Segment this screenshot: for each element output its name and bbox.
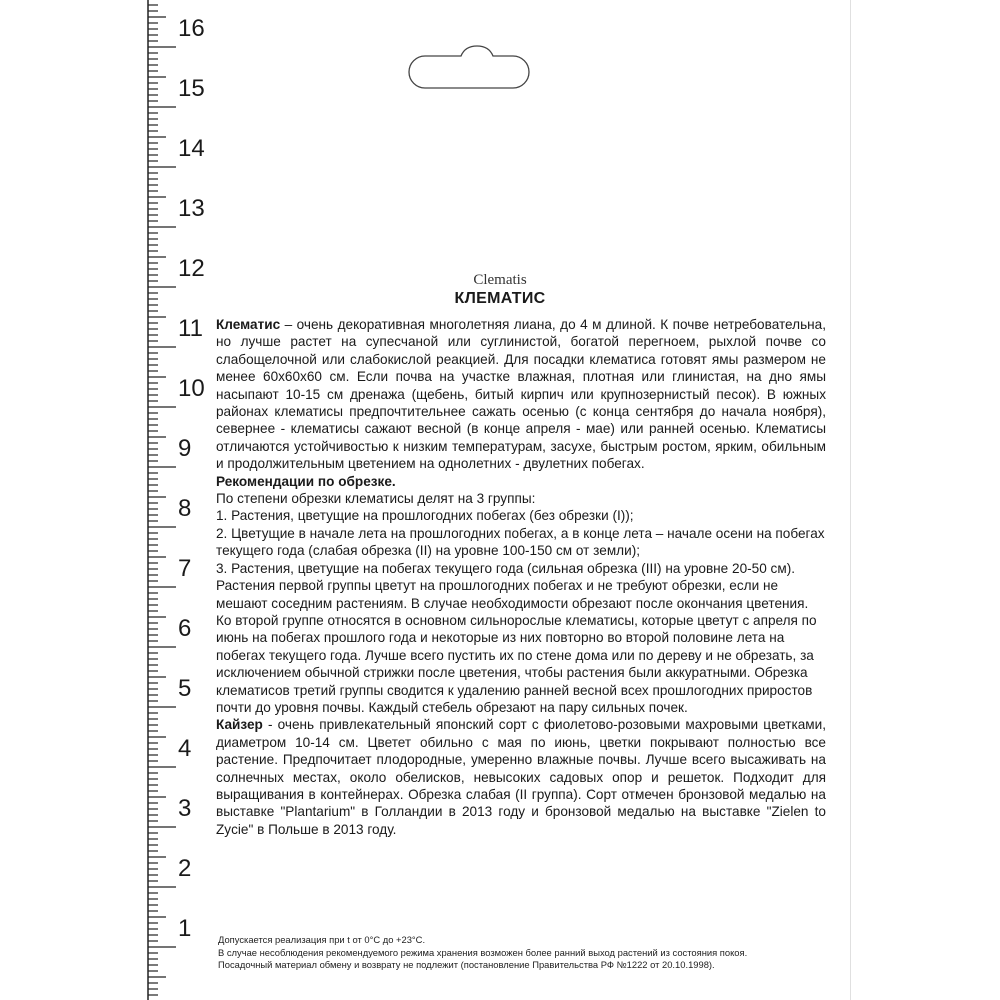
footer-line-1: Допускается реализация при t от 0°С до +23°С.: [218, 934, 426, 945]
ruler-number: 10: [178, 375, 205, 402]
pruning-group-1: 1. Растения, цветущие на прошлогодних побегах (без обрезки (I));: [216, 508, 634, 524]
ruler-number: 13: [178, 195, 205, 222]
variety-text: - очень привлекательный японский сорт с фиолетово-розовыми махровыми цветками, диаметром 10-14 см. Цветет обильно с мая по июнь, цветки покрывают полностью все растение. Предпочитает плодородные, умеренно влажные почвы. Лучше всего высаживать на солнечных местах, около обелисков, невысоких садовых опор и решеток. Подходит для выращивания в контейнерах. Обрезка слабая (II группа). Сорт отмечен бронзовой медалью на выставке "Plantarium" в Голландии в 2013 году и бронзовой медалью на выставке "Zielen to Zycie" в Польше в 2013 году.: [216, 717, 826, 837]
intro-text: – очень декоративная многолетняя лиана, до 4 м длиной. К почве нетребовательна, но лучше растет на супесчаной или суглинистой, богатой перегноем, рыхлой почве со слабощелочной или слабокислой реакцией. Для посадки клематиса готовят ямы размером не менее 60х60х60 см. Если почва на участке влажная, плотная или глинистая, на дно ямы насыпают 10-15 см дренажа (щебень, битый кирпич или крупнозернистый песок). В южных районах клематисы предпочтительнее сажать осенью (с конца сентября до начала ноября), севернее - клематисы сажают весной (в конце апреля - мае) или ранней осенью. Клематисы отличаются устойчивостью к низким температурам, засухе, быстрым ростом, ярким, обильным и продолжительным цветением на однолетних - двулетних побегах.: [216, 317, 826, 472]
pruning-text: Растения первой группы цветут на прошлогодних побегах и не требуют обрезки, если не мешают соседним растениям. В случае необходимости обрезают после окончания цветения. Ко второй группе относятся в основном сильнорослые клематисы, которые цветут с апреля по июнь на побегах прошлого года и некоторые из них повторно во второй половине лета на побегах текущего года. Лучше всего пустить их по стене дома или по дереву и не обрезать, за исключением обычной стрижки после цветения, чтобы растения были аккуратными. Обрезка клематисов третий группы сводится к удалению ранней весной всех прошлогодних приростов почти до уровня почвы. Каждый стебель обрезают на пару сильных почек.: [216, 578, 817, 715]
ruler-number: 6: [178, 615, 192, 642]
pruning-group-2: 2. Цветущие в начале лета на прошлогодних побегах, а в конце лета – начале осени на побегах текущего года (слабая обрезка (II) на уровне 100-150 см от земли);: [216, 525, 825, 559]
ruler-number: 1: [178, 915, 192, 942]
ruler-number: 9: [178, 435, 192, 462]
intro-paragraph: [216, 316, 826, 473]
variety-lead: Кайзер: [216, 717, 263, 733]
intro-lead: Клематис: [216, 317, 281, 332]
description-body: [216, 316, 826, 838]
pruning-group-3: 3. Растения, цветущие на побегах текущего года (сильная обрезка (III) на уровне 20-50 см).: [216, 560, 795, 576]
ruler-number: 3: [178, 795, 192, 822]
ruler-number: 12: [178, 255, 205, 282]
footer-notes: [218, 934, 828, 972]
ruler-number: 11: [178, 315, 203, 342]
ruler-number: 5: [178, 675, 192, 702]
footer-line-2: В случае несоблюдения рекомендуемого режима хранения возможен более ранний выход растений из состояния покоя.: [218, 946, 748, 958]
footer-line-3: Посадочный материал обмену и возврату не подлежит (постановление Правительства РФ №1222 от 20.10.1998).: [218, 959, 715, 971]
ruler-number: 8: [178, 495, 192, 522]
pruning-heading: Рекомендации по обрезке.: [216, 473, 396, 489]
ruler-number: 16: [178, 15, 205, 42]
ruler-number: 15: [178, 75, 205, 102]
ruler-number: 4: [178, 735, 192, 762]
variety-paragraph: [216, 716, 826, 838]
title-latin: Clematis: [473, 272, 527, 288]
ruler-number: 14: [178, 135, 205, 162]
pruning-intro: По степени обрезки клематисы делят на 3 группы:: [216, 491, 536, 507]
ruler-number: 7: [178, 555, 192, 582]
title-ru: КЛЕМАТИС: [454, 290, 546, 307]
ruler-number: 2: [178, 855, 192, 882]
hanger-hole: [405, 44, 531, 90]
